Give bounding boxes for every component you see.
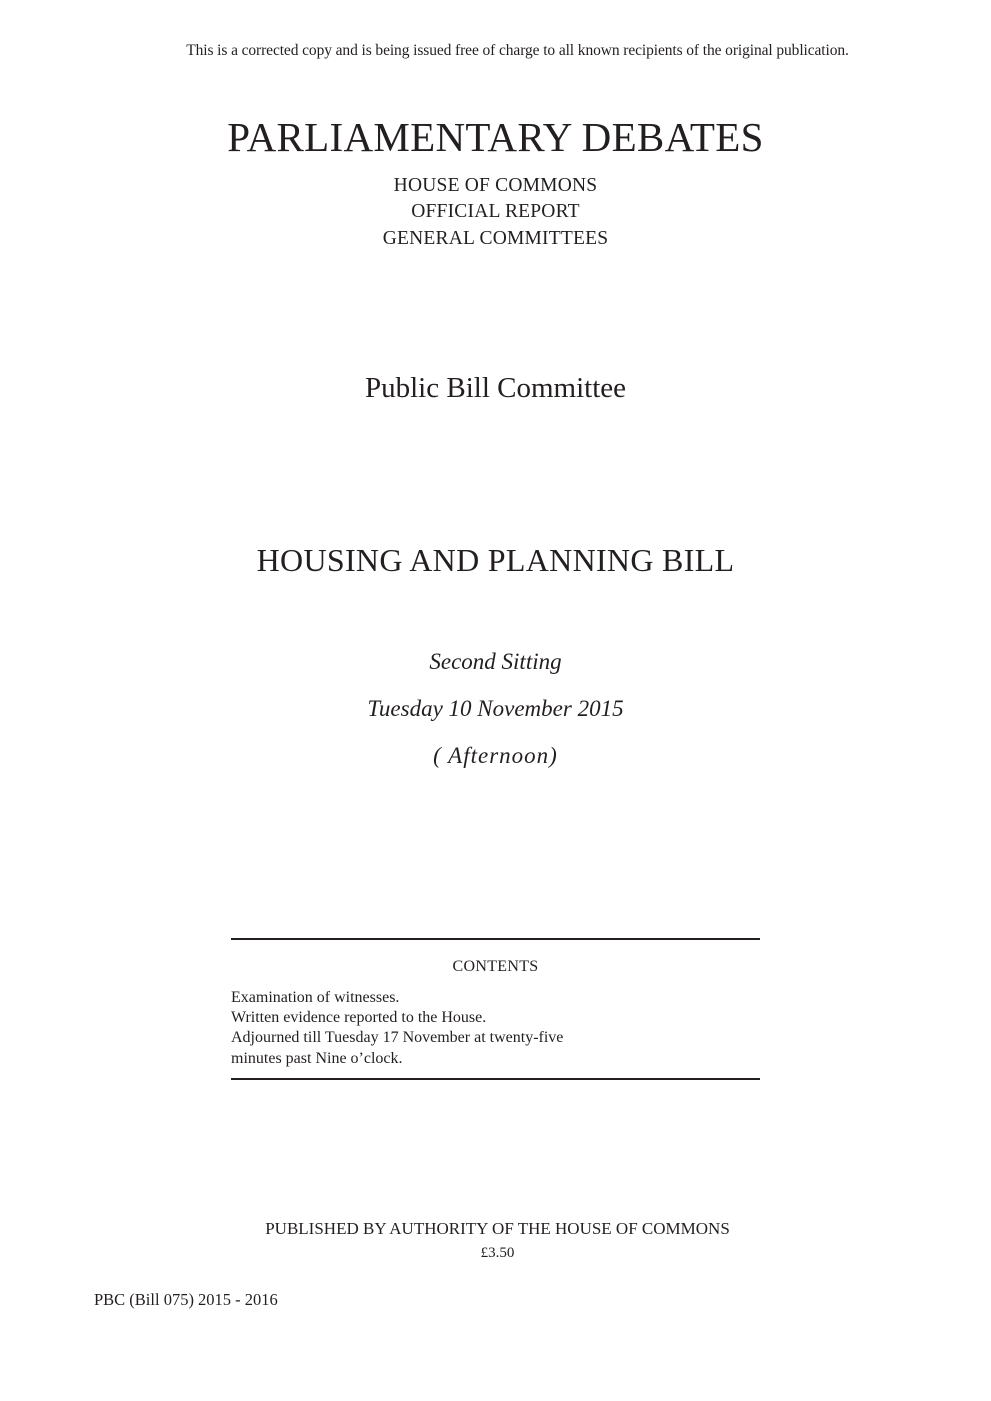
contents-top-divider [231,938,760,940]
bill-title: HOUSING AND PLANNING BILL [256,542,735,578]
committees-label: GENERAL COMMITTEES [382,228,609,249]
contents-item: Adjourned till Tuesday 17 November at twenty-five [231,1029,564,1047]
contents-item: Written evidence reported to the House. [231,1009,487,1027]
document-title: PARLIAMENTARY DEBATES [227,114,764,160]
contents-bottom-divider [231,1078,760,1080]
house-label: HOUSE OF COMMONS [393,175,598,196]
contents-heading: CONTENTS [452,958,539,975]
sitting-name: Second Sitting [429,649,562,674]
sitting-date: Tuesday 10 November 2015 [367,696,624,721]
contents-list [231,988,760,1069]
contents-item: minutes past Nine o’clock. [231,1049,403,1067]
bill-reference: PBC (Bill 075) 2015 - 2016 [94,1290,278,1309]
publisher-line: PUBLISHED BY AUTHORITY OF THE HOUSE OF COMMONS [265,1219,730,1238]
report-label: OFFICIAL REPORT [411,201,580,222]
price: £3.50 [480,1245,515,1261]
committee-name: Public Bill Committee [365,372,626,404]
contents-item: Examination of witnesses. [231,989,400,1006]
sitting-session: ( Afternoon) [433,743,558,768]
corrected-copy-notice: This is a corrected copy and is being issued free of charge to all known recipients of the original publication. [186,42,849,59]
